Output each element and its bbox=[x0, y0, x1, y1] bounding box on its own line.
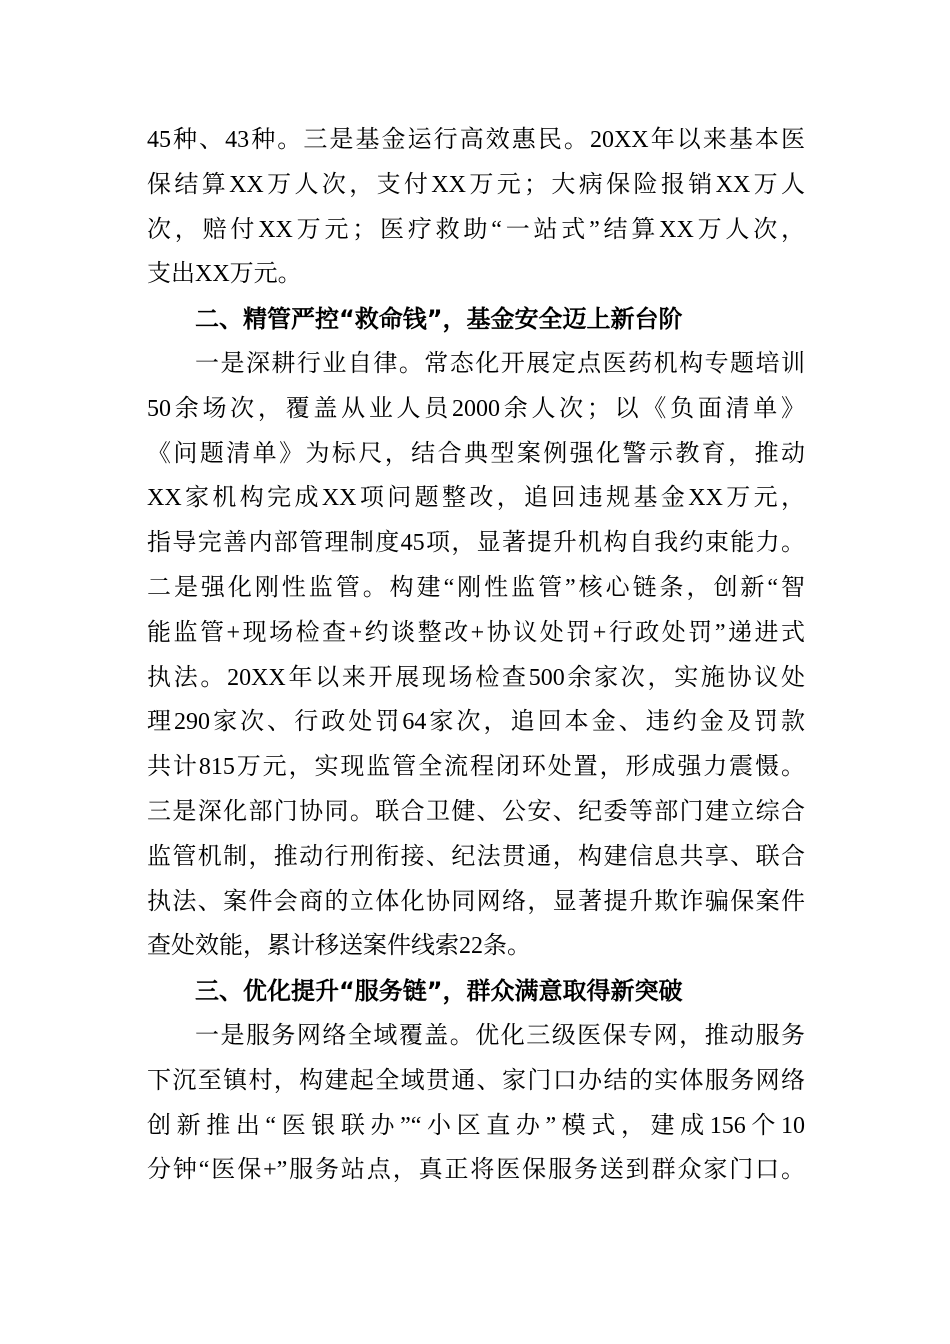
paragraph-line: 指导完善内部管理制度45项，显著提升机构自我约束能力。 bbox=[147, 530, 805, 557]
paragraph-line: 一是深耕行业自律。常态化开展定点医药机构专题培训 bbox=[195, 351, 805, 377]
paragraph-line: 理290家次、行政处罚64家次，追回本金、违约金及罚款 bbox=[147, 709, 805, 736]
paragraph-line: 三是深化部门协同。联合卫健、公安、纪委等部门建立综合 bbox=[147, 799, 805, 825]
paragraph-line: 共计815万元，实现监管全流程闭环处置，形成强力震慑。 bbox=[147, 754, 805, 781]
paragraph-line: XX家机构完成XX项问题整改，追回违规基金XX万元， bbox=[147, 485, 805, 512]
paragraph-line: 次，赔付XX万元；医疗救助“一站式”结算XX万人次， bbox=[147, 216, 805, 243]
paragraph-line: 保结算XX万人次，支付XX万元；大病保险报销XX万人 bbox=[147, 171, 805, 198]
paragraph-line: 创新推出“医银联办”“小区直办”模式，建成156个10 bbox=[147, 1112, 805, 1139]
paragraph-line: 《问题清单》为标尺，结合典型案例强化警示教育，推动 bbox=[147, 440, 805, 467]
section-heading: 二、精管严控“救命钱”，基金安全迈上新台阶 bbox=[195, 305, 683, 334]
paragraph-line: 45种、43种。三是基金运行高效惠民。20XX年以来基本医 bbox=[147, 127, 805, 153]
paragraph-line: 执法、案件会商的立体化协同网络，显著提升欺诈骗保案件 bbox=[147, 888, 805, 915]
paragraph-line: 一是服务网络全域覆盖。优化三级医保专网，推动服务 bbox=[195, 1023, 805, 1049]
paragraph-line: 下沉至镇村，构建起全域贯通、家门口办结的实体服务网络 bbox=[147, 1067, 805, 1094]
paragraph-line: 支出XX万元。 bbox=[147, 261, 302, 288]
paragraph-line: 能监管+现场检查+约谈整改+协议处罚+行政处罚”递进式 bbox=[147, 619, 805, 646]
paragraph-line: 二是强化刚性监管。构建“刚性监管”核心链条，创新“智 bbox=[147, 575, 805, 601]
paragraph-line: 50余场次，覆盖从业人员2000余人次；以《负面清单》 bbox=[147, 395, 805, 422]
paragraph-line: 查处效能，累计移送案件线索22条。 bbox=[147, 933, 531, 960]
paragraph-line: 执法。20XX年以来开展现场检查500余家次，实施协议处 bbox=[147, 664, 805, 691]
section-heading: 三、优化提升“服务链”，群众满意取得新突破 bbox=[195, 977, 683, 1006]
paragraph-line: 分钟“医保+”服务站点，真正将医保服务送到群众家门口。 bbox=[147, 1157, 805, 1184]
paragraph-line: 监管机制，推动行刑衔接、纪法贯通，构建信息共享、联合 bbox=[147, 843, 805, 870]
